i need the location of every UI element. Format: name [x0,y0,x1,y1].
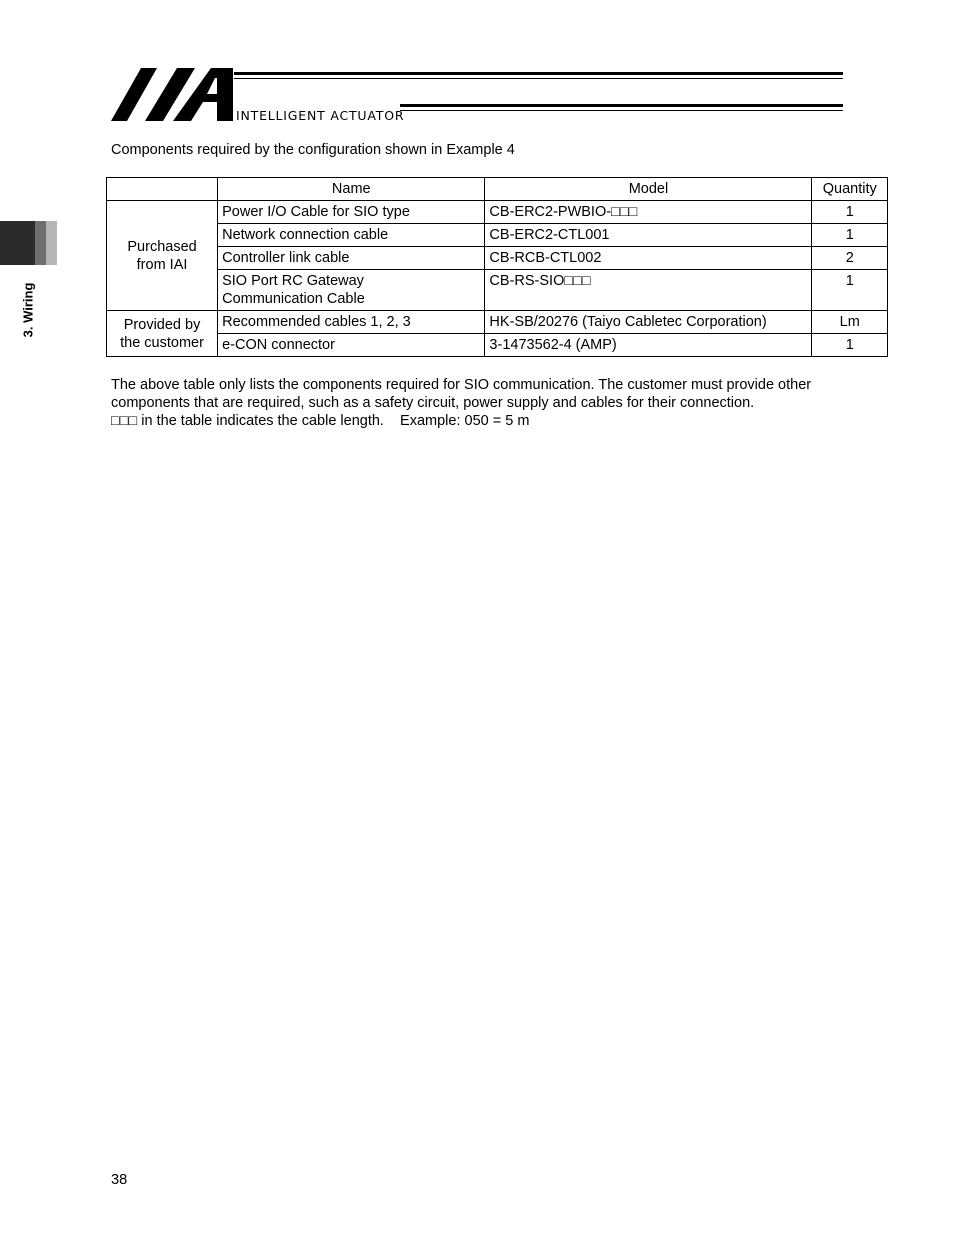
cell-model: CB-RS-SIO□□□ [485,270,812,311]
chapter-tab-marker [46,221,57,265]
table-caption: Components required by the configuration shown in Example 4 [111,142,515,158]
header-cell-quantity: Quantity [812,178,888,201]
group-label-customer [107,311,218,357]
components-table [106,177,888,357]
cell-name-text: SIO Port RC Gateway Communication Cable [222,273,365,307]
header-cell-group [107,178,218,201]
header-cell-name: Name [218,178,485,201]
header-cell-model: Model [485,178,812,201]
header-rule [400,104,843,107]
header-rule [234,72,843,75]
cell-name [218,270,485,311]
table-header-row [107,178,888,201]
note-paragraph: □□□ in the table indicates the cable length. Example: 050 = 5 m [111,413,530,429]
cell-quantity: Lm [812,311,888,334]
header-rule [234,78,843,79]
cell-quantity: 1 [812,201,888,224]
cell-quantity: 1 [812,224,888,247]
table-row [107,201,888,224]
chapter-tab-marker [35,221,46,265]
table-notes [111,376,891,430]
cell-model: CB-ERC2-CTL001 [485,224,812,247]
table-row [107,247,888,270]
cell-name: Recommended cables 1, 2, 3 [218,311,485,334]
cell-name: e-CON connector [218,334,485,357]
cell-name: Power I/O Cable for SIO type [218,201,485,224]
group-label-text: Purchased from IAI [127,238,197,273]
iai-logo [111,68,236,122]
cell-quantity: 1 [812,334,888,357]
table-row [107,270,888,311]
cell-model: CB-RCB-CTL002 [485,247,812,270]
cell-model: HK-SB/20276 (Taiyo Cabletec Corporation) [485,311,812,334]
group-label-purchased [107,201,218,311]
table-row [107,224,888,247]
table-row [107,334,888,357]
cell-model: CB-ERC2-PWBIO-□□□ [485,201,812,224]
table-row [107,311,888,334]
cell-name: Controller link cable [218,247,485,270]
page-number: 38 [111,1172,128,1188]
cell-quantity: 1 [812,270,888,311]
brand-text: INTELLIGENT ACTUATOR [236,108,405,123]
note-paragraph: The above table only lists the components required for SIO communication. The customer must provide other components that are required, such as a safety circuit, power supply and cables for their connection. [111,377,812,411]
cell-name: Network connection cable [218,224,485,247]
cell-model: 3-1473562-4 (AMP) [485,334,812,357]
cell-quantity: 2 [812,247,888,270]
chapter-tab-marker [0,221,35,265]
group-label-text: Provided by the customer [120,316,204,351]
header-rule [400,110,843,111]
chapter-label: 3. Wiring [20,282,36,338]
